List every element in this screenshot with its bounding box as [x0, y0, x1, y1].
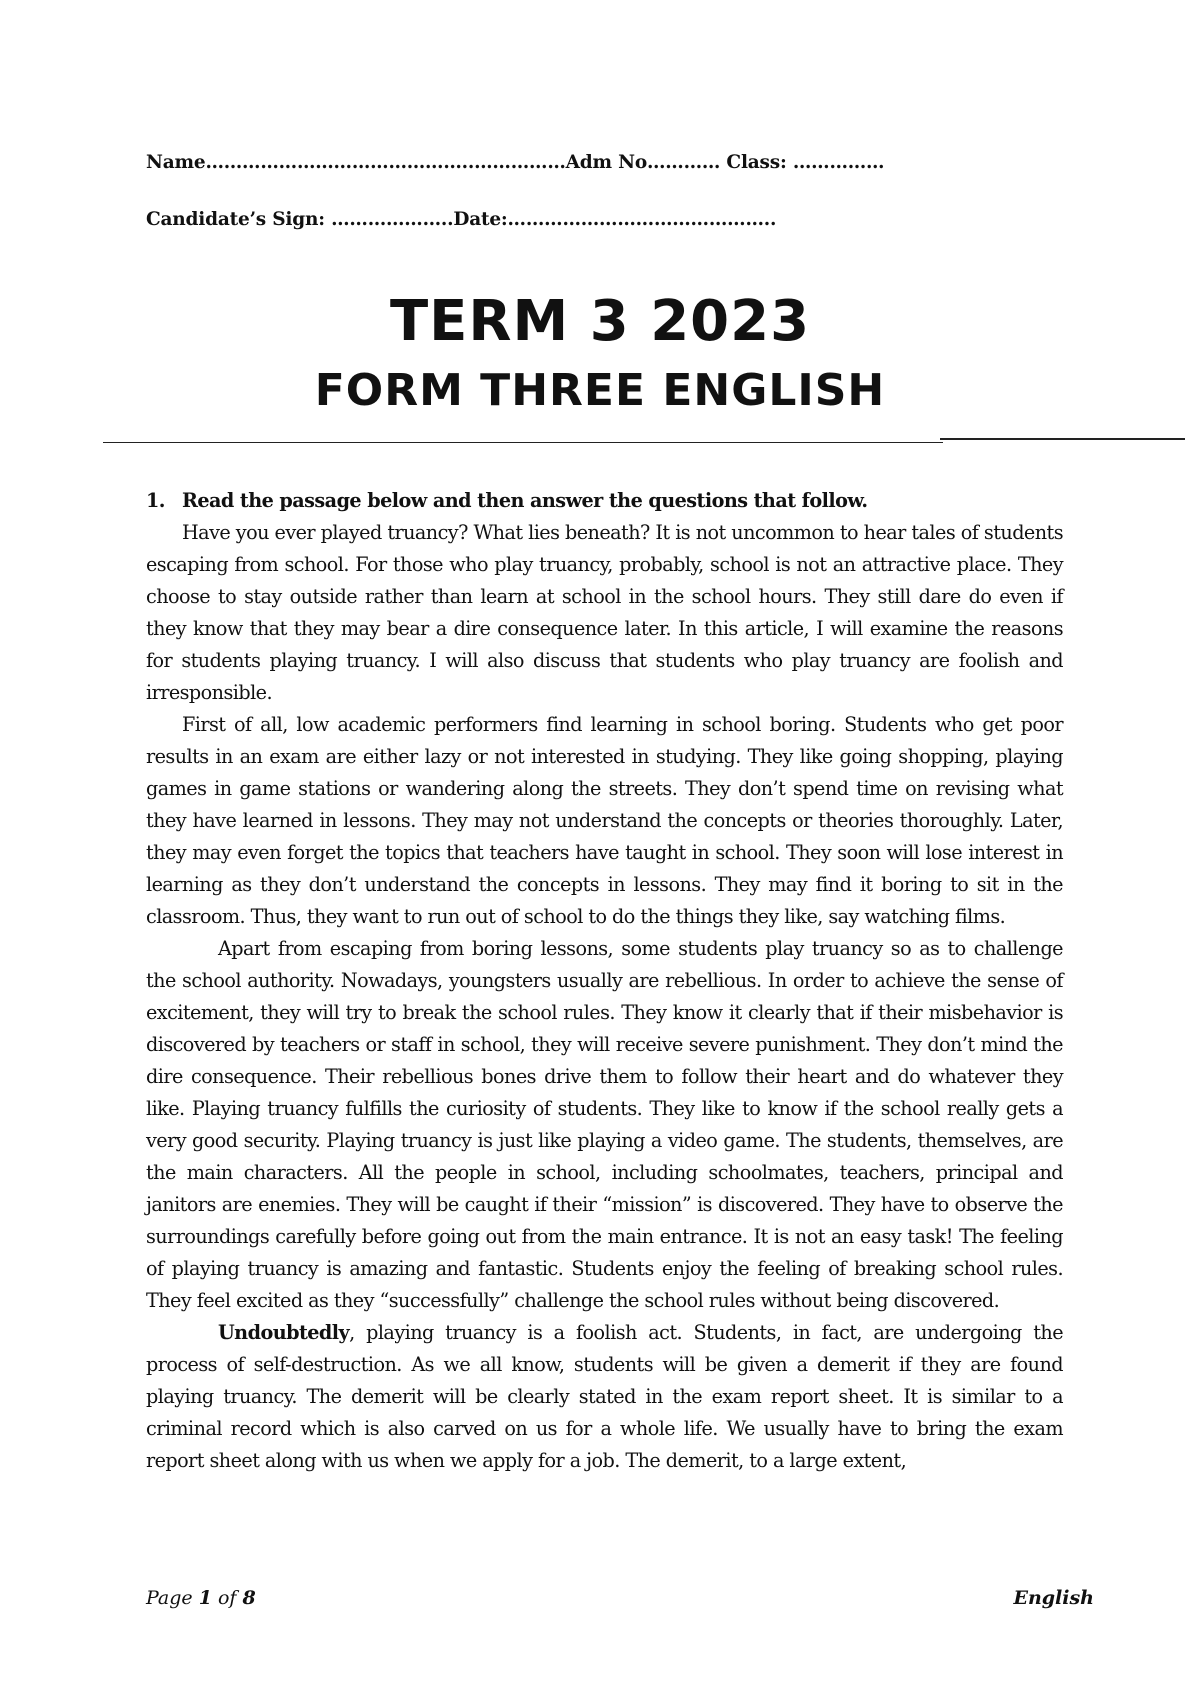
name-adm-class-line: Name……………………………………..……………Adm No………… Class: ……………: [146, 152, 885, 173]
passage-paragraph-2: First of all, low academic performers find learning in school boring. Students who get poor results in an exam are either lazy or not interested in studying. They like going shopping, playing games in game stations or wandering along the streets. They don’t spend time on revising what they have learned in lessons. They may not understand the concepts or theories thoroughly. Later, they may even forget the topics that teachers have taught in school. They soon will lose interest in learning as they don’t understand the concepts in lessons. They may find it boring to sit in the classroom. Thus, they want to run out of school to do the things they like, say watching films.: [146, 713, 1063, 928]
passage-paragraph-3: Apart from escaping from boring lessons, some students play truancy so as to challenge the school authority. Nowadays, youngsters usually are rebellious. In order to achieve the sense of excitement, they will try to break the school rules. They know it clearly that if their misbehavior is discovered by teachers or staff in school, they will receive severe punishment. They don’t mind the dire consequence. Their rebellious bones drive them to follow their heart and do whatever they like. Playing truancy fulfills the curiosity of students. They like to know if the school really gets a very good security. Playing truancy is just like playing a video game. The students, themselves, are the main characters. All the people in school, including schoolmates, teachers, principal and janitors are enemies. They will be caught if their “mission” is discovered. They have to observe the surroundings carefully before going out from the main entrance. It is not an easy task! The feeling of playing truancy is amazing and fantastic. Students enjoy the feeling of breaking school rules. They feel excited as they “successfully” challenge the school rules without being discovered.: [146, 937, 1063, 1312]
paragraph-4-text: , playing truancy is a foolish act. Students, in fact, are undergoing the process of self-destruction. As we all know, students will be given a demerit if they are found playing truancy. The demerit will be clearly stated in the exam report sheet. It is similar to a criminal record which is also carved on us for a whole life. We usually have to bring the exam report sheet along with us when we apply for a job. The demerit, to a large extent,: [146, 1321, 1063, 1472]
header-divider-thin: [103, 442, 943, 443]
question-heading: [146, 485, 1063, 517]
sign-date-line: Candidate’s Sign: ………………..Date:……………………………………..: [146, 209, 777, 230]
footer-subject: English: [1013, 1587, 1094, 1609]
passage-paragraph-1: Have you ever played truancy? What lies beneath? It is not uncommon to hear tales of students escaping from school. For those who play truancy, probably, school is not an attractive place. They choose to stay outside rather than learn at school in the school hours. They still dare do even if they know that they may bear a dire consequence later. In this article, I will examine the reasons for students playing truancy. I will also discuss that students who play truancy are foolish and irresponsible.: [146, 521, 1063, 704]
exam-subject-title: FORM THREE ENGLISH: [314, 365, 886, 416]
candidate-details: [146, 148, 1086, 235]
page-footer: [146, 1583, 1094, 1613]
page-current: 1: [198, 1587, 212, 1609]
page-number: [146, 1583, 256, 1613]
exam-term-title: TERM 3 2023: [389, 289, 811, 354]
passage-paragraph-4: [146, 1317, 1063, 1477]
header-divider-thick: [940, 438, 1185, 440]
question-section: [146, 485, 1063, 1477]
question-number: 1.: [146, 489, 165, 512]
question-instruction: Read the passage below and then answer the questions that follow.: [182, 489, 868, 512]
page-prefix: Page: [146, 1587, 199, 1609]
paragraph-lead-word: Undoubtedly: [218, 1321, 350, 1344]
page-total: 8: [242, 1587, 256, 1609]
page-of: of: [211, 1587, 243, 1609]
